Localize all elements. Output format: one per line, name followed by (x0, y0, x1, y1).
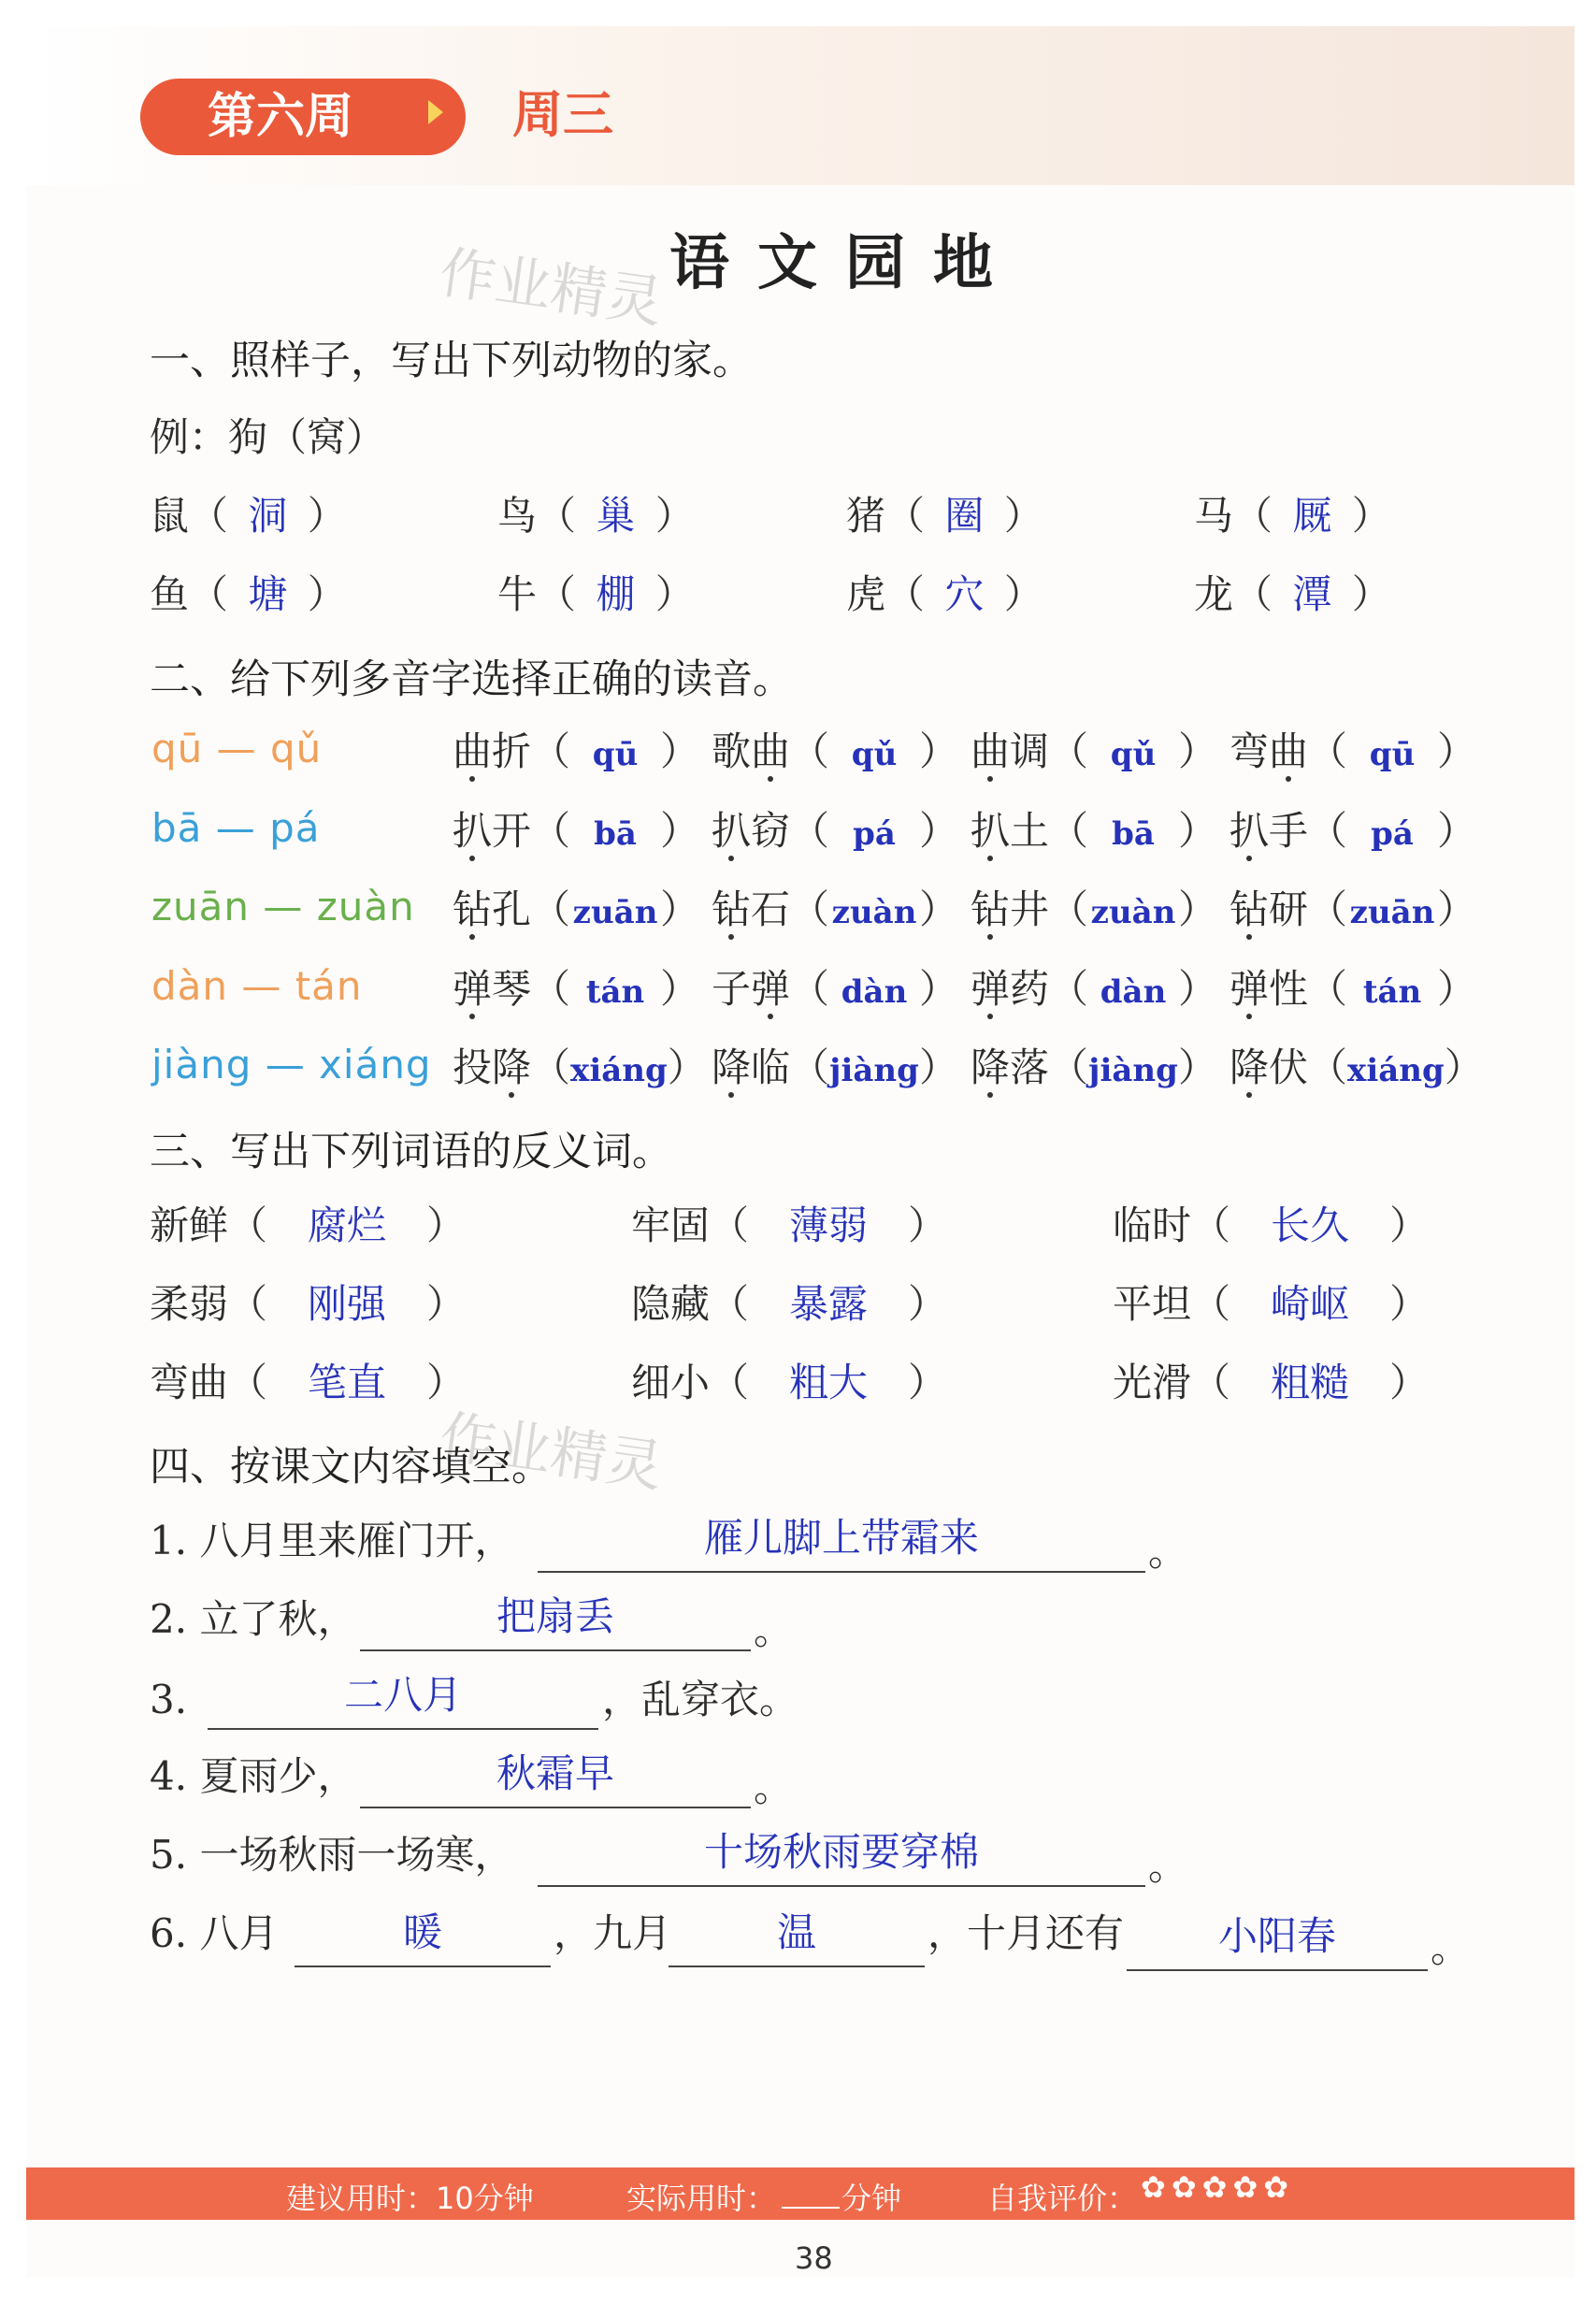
paren-close: ） (919, 966, 959, 1012)
target-char: 弹 (1229, 966, 1270, 1012)
paren-open: （ (537, 571, 589, 617)
paren-close: ） (1178, 808, 1218, 854)
pinyin-pair: jiàng — xiáng (151, 1042, 432, 1087)
animal-home-item (150, 569, 347, 621)
question-5 (150, 1829, 513, 1881)
polyphone-item (1229, 726, 1476, 781)
paren-open: （ (189, 493, 241, 539)
answer-text[interactable]: 粗大 (789, 1360, 869, 1405)
word-prefix: 投 (453, 1044, 493, 1090)
paren-close: ） (1437, 808, 1477, 854)
target-char: 曲 (751, 728, 791, 774)
paren-close: ） (1437, 886, 1477, 932)
paren-open: （ (1049, 966, 1089, 1012)
pinyin-pair: zuān — zuàn (151, 884, 415, 929)
answer-text[interactable]: 棚 (596, 571, 636, 617)
answer-text[interactable]: 厩 (1292, 493, 1332, 539)
word-prefix: 歌 (712, 728, 752, 774)
answer-text: 把扇丢 (496, 1593, 614, 1639)
paren-open: （ (1308, 1044, 1348, 1090)
polyphone-item (1229, 884, 1476, 939)
target-char: 扒 (712, 808, 752, 854)
antonym-item (1113, 1200, 1429, 1252)
paren-open: （ (531, 728, 571, 774)
answer-text[interactable]: zuān (572, 894, 658, 931)
word-suffix: 性 (1269, 966, 1309, 1012)
paren-close: ） (1178, 728, 1218, 774)
answer-text[interactable]: zuàn (1090, 894, 1176, 931)
question-text: ，十月还有 (927, 1910, 1125, 1956)
question-number: 4. (150, 1753, 188, 1799)
polyphone-item (453, 963, 699, 1018)
paren-open: （ (228, 1360, 268, 1405)
answer-text[interactable]: pá (853, 815, 896, 853)
word: 柔弱 (150, 1281, 229, 1327)
paren-open: （ (1049, 728, 1089, 774)
animal-home-item (846, 569, 1043, 621)
section1-example: 例：狗（窝） (150, 414, 386, 460)
polyphone-item (712, 963, 958, 1018)
word-suffix: 土 (1010, 808, 1050, 854)
target-char: 曲 (453, 728, 493, 774)
paren-open: （ (790, 808, 830, 854)
question-3: 3. (150, 1677, 188, 1722)
word: 隐藏 (631, 1281, 711, 1327)
answer-text: 暖 (402, 1909, 442, 1955)
self-eval-stars[interactable] (1141, 2169, 1294, 2205)
star-icon[interactable]: ✿ (1232, 2169, 1258, 2205)
pinyin-pair: qū — qǔ (151, 726, 323, 771)
question-end: ，乱穿衣。 (602, 1677, 799, 1722)
star-icon[interactable]: ✿ (1263, 2169, 1289, 2205)
paren-open: （ (228, 1202, 268, 1248)
polyphone-item (453, 1042, 707, 1097)
word-suffix: 孔 (492, 886, 532, 932)
animal-home-item (497, 490, 695, 542)
polyphone-item (971, 963, 1217, 1018)
animal-home-item (497, 569, 695, 621)
suggested-time: 建议用时：10分钟 (286, 2181, 534, 2216)
animal-name: 虎 (846, 571, 886, 617)
paren-open: （ (531, 966, 571, 1012)
paren-open: （ (1049, 808, 1089, 854)
target-char: 曲 (1269, 728, 1309, 774)
question-number: 1. (150, 1518, 188, 1563)
antonym-item (150, 1357, 466, 1409)
paren-open: （ (885, 571, 938, 617)
antonym-item (1113, 1357, 1429, 1409)
answer-text[interactable]: zuàn (831, 894, 917, 931)
page-number: 38 (795, 2240, 833, 2276)
paren-open: （ (1191, 1202, 1231, 1248)
animal-name: 猪 (846, 493, 886, 539)
paren-open: （ (1191, 1360, 1231, 1405)
paren-close: ） (919, 728, 959, 774)
paren-close: ） (908, 1202, 948, 1248)
target-char: 曲 (971, 728, 1011, 774)
paren-close: ） (991, 571, 1043, 617)
paren-close: ） (660, 886, 700, 932)
actual-time-blank[interactable] (782, 2207, 840, 2209)
star-icon[interactable]: ✿ (1201, 2169, 1228, 2205)
answer-text[interactable]: qū (592, 736, 639, 773)
answer-text[interactable]: pá (1371, 815, 1414, 853)
answer-text: 小阳春 (1217, 1913, 1336, 1959)
answer-text[interactable]: qǔ (1110, 736, 1157, 773)
answer-text[interactable]: qū (1369, 736, 1416, 773)
star-icon[interactable]: ✿ (1171, 2169, 1197, 2205)
target-char: 扒 (1229, 808, 1270, 854)
answer-text[interactable]: 崎岖 (1271, 1281, 1350, 1327)
polyphone-item (971, 726, 1217, 781)
target-char: 降 (971, 1044, 1011, 1090)
paren-close: ） (1389, 1281, 1430, 1327)
target-char: 降 (712, 1044, 752, 1090)
question-end: 。 (1148, 1843, 1188, 1889)
actual-time-label: 实际用时： (626, 2181, 777, 2216)
answer-text[interactable]: 粗糙 (1271, 1360, 1350, 1405)
word-prefix: 子 (712, 966, 752, 1012)
question-1 (150, 1515, 513, 1567)
answer-text[interactable]: 薄弱 (789, 1202, 869, 1248)
week-label: 第六周 (140, 79, 466, 155)
section4-heading: 四、按课文内容填空。 (150, 1444, 552, 1490)
animal-name: 鱼 (150, 571, 190, 617)
question-end: 。 (1148, 1529, 1188, 1575)
answer-text[interactable]: 洞 (248, 493, 288, 539)
paren-open: （ (1308, 808, 1348, 854)
answer-text[interactable]: 暴露 (789, 1281, 869, 1327)
word-suffix: 调 (1010, 728, 1050, 774)
antonym-item (631, 1357, 947, 1409)
word-suffix: 石 (751, 886, 791, 932)
paren-open: （ (710, 1360, 750, 1405)
target-char: 扒 (971, 808, 1011, 854)
day-label: 周三 (512, 85, 613, 144)
answer-text: 二八月 (343, 1672, 462, 1718)
word: 新鲜 (150, 1202, 229, 1248)
antonym-item (150, 1200, 466, 1252)
paren-open: （ (790, 728, 830, 774)
animal-name: 龙 (1194, 571, 1234, 617)
paren-close: ） (1178, 886, 1218, 932)
animal-home-item (1194, 490, 1391, 542)
paren-open: （ (189, 571, 241, 617)
answer-text[interactable]: tán (1362, 973, 1422, 1011)
word-suffix: 研 (1269, 886, 1309, 932)
word-suffix: 手 (1269, 808, 1309, 854)
question-text: 一场秋雨一场寒， (199, 1832, 514, 1878)
word-suffix: 临 (751, 1044, 791, 1090)
antonym-item (631, 1200, 947, 1252)
polyphone-item (971, 884, 1217, 939)
word: 细小 (631, 1360, 711, 1405)
target-char: 降 (1229, 1044, 1270, 1090)
answer-text[interactable]: 圈 (944, 493, 985, 539)
paren-close: ） (295, 493, 347, 539)
paren-close: ） (1339, 571, 1391, 617)
paren-open: （ (1308, 966, 1348, 1012)
target-char: 钻 (453, 886, 493, 932)
answer-text[interactable]: bā (594, 815, 637, 853)
paren-close: ） (426, 1202, 467, 1248)
polyphone-item (1229, 1042, 1484, 1097)
word-suffix: 琴 (492, 966, 532, 1012)
paren-open: （ (1049, 886, 1089, 932)
antonym-item (150, 1278, 466, 1331)
polyphone-item (453, 805, 699, 860)
animal-name: 鸟 (497, 493, 538, 539)
paren-open: （ (1308, 728, 1348, 774)
target-char: 钻 (712, 886, 752, 932)
answer-text[interactable]: 笔直 (308, 1360, 387, 1405)
polyphone-item (712, 1042, 958, 1097)
word: 弯曲 (150, 1360, 229, 1405)
question-end: 。 (1431, 1925, 1471, 1971)
answer-text[interactable]: tán (585, 973, 645, 1011)
question-end: 。 (754, 1607, 794, 1653)
word-suffix: 开 (492, 808, 532, 854)
target-char: 钻 (1229, 886, 1270, 932)
question-4 (150, 1750, 356, 1803)
answer-text[interactable]: jiàng (829, 1052, 919, 1089)
paren-close: ） (908, 1281, 948, 1327)
target-char: 弹 (971, 966, 1011, 1012)
word: 平坦 (1113, 1281, 1192, 1327)
paren-open: （ (1308, 886, 1348, 932)
polyphone-item (712, 805, 958, 860)
paren-open: （ (885, 493, 938, 539)
paren-open: （ (531, 886, 571, 932)
polyphone-item (712, 884, 958, 939)
paren-open: （ (790, 1044, 830, 1090)
paren-open: （ (531, 808, 571, 854)
footer-bar (26, 2167, 1574, 2220)
word: 牢固 (631, 1202, 711, 1248)
paren-close: ） (919, 886, 959, 932)
watermark: 作业精灵 (435, 1404, 668, 1501)
answer-text[interactable]: zuān (1349, 894, 1435, 931)
word-suffix: 伏 (1269, 1044, 1309, 1090)
polyphone-item (453, 884, 699, 939)
word: 光滑 (1113, 1360, 1192, 1405)
animal-home-item (150, 490, 347, 542)
paren-close: ） (908, 1360, 948, 1405)
polyphone-item (712, 726, 958, 781)
paren-close: ） (642, 493, 695, 539)
question-number: 6. (150, 1910, 188, 1956)
paren-close: ） (1389, 1202, 1430, 1248)
paren-close: ） (660, 966, 700, 1012)
paren-close: ） (1389, 1360, 1430, 1405)
section2-heading: 二、给下列多音字选择正确的读音。 (150, 656, 793, 703)
answer-text[interactable]: xiáng (1347, 1052, 1445, 1089)
paren-close: ） (660, 728, 700, 774)
animal-name: 牛 (497, 571, 538, 617)
target-char: 降 (492, 1044, 532, 1090)
question-end: 。 (754, 1764, 794, 1810)
answer-text[interactable]: 巢 (596, 493, 636, 539)
paren-open: （ (710, 1202, 750, 1248)
arrow-icon (428, 100, 443, 124)
actual-time-unit: 分钟 (841, 2181, 902, 2216)
animal-home-item (1194, 569, 1391, 621)
paren-open: （ (531, 1044, 571, 1090)
paren-close: ） (1444, 1044, 1484, 1090)
question-2 (150, 1593, 356, 1646)
paren-close: ） (295, 571, 347, 617)
paren-close: ） (1178, 966, 1218, 1012)
answer-text: 温 (776, 1909, 816, 1955)
polyphone-item (1229, 963, 1476, 1018)
question-number: 2. (150, 1596, 188, 1642)
paren-open: （ (228, 1281, 268, 1327)
answer-text[interactable]: 穴 (944, 571, 985, 617)
paren-close: ） (1437, 966, 1477, 1012)
paren-open: （ (790, 886, 830, 932)
word-prefix: 弯 (1229, 728, 1270, 774)
paren-open: （ (537, 493, 589, 539)
question-number: 5. (150, 1832, 188, 1878)
word-suffix: 药 (1010, 966, 1050, 1012)
page-title: 语文园地 (669, 228, 1021, 298)
word: 临时 (1113, 1202, 1192, 1248)
answer-text: 雁儿脚上带霜来 (703, 1515, 979, 1561)
answer-text[interactable]: dàn (841, 973, 908, 1011)
target-char: 钻 (971, 886, 1011, 932)
paren-open: （ (1191, 1281, 1231, 1327)
paren-close: ） (642, 571, 695, 617)
answer-text: 十场秋雨要穿棉 (703, 1829, 979, 1875)
paren-open: （ (1049, 1044, 1089, 1090)
target-char: 弹 (453, 966, 493, 1012)
paren-close: ） (667, 1044, 707, 1090)
animal-home-item (846, 490, 1043, 542)
polyphone-item (971, 1042, 1217, 1097)
antonym-item (1113, 1278, 1429, 1331)
question-6 (150, 1908, 278, 1960)
answer-text[interactable]: qǔ (851, 736, 898, 773)
answer-text[interactable]: 长久 (1271, 1202, 1350, 1248)
polyphone-item (1229, 805, 1476, 860)
paren-close: ） (1437, 728, 1477, 774)
star-icon[interactable]: ✿ (1141, 2169, 1166, 2205)
answer-text[interactable]: dàn (1100, 973, 1167, 1011)
target-char: 扒 (453, 808, 493, 854)
watermark: 作业精灵 (435, 239, 668, 337)
animal-name: 马 (1194, 493, 1234, 539)
paren-close: ） (991, 493, 1043, 539)
answer-text[interactable]: 塘 (248, 571, 288, 617)
paren-close: ） (426, 1360, 467, 1405)
question-text: 立了秋， (199, 1596, 357, 1642)
section1-heading: 一、照样子，写出下列动物的家。 (150, 338, 753, 384)
question-text: 八月 (199, 1910, 279, 1956)
paren-open: （ (790, 966, 830, 1012)
answer-text[interactable]: 刚强 (308, 1281, 387, 1327)
paren-close: ） (1339, 493, 1391, 539)
answer-text[interactable]: jiàng (1088, 1052, 1178, 1089)
antonym-item (631, 1278, 947, 1331)
pinyin-pair: dàn — tán (151, 963, 363, 1009)
paren-open: （ (710, 1281, 750, 1327)
word-suffix: 落 (1010, 1044, 1050, 1090)
answer-text[interactable]: 潭 (1292, 571, 1332, 617)
self-eval-label: 自我评价： (987, 2181, 1138, 2216)
question-text: 夏雨少， (199, 1753, 357, 1799)
paren-close: ） (1178, 1044, 1218, 1090)
paren-close: ） (660, 808, 700, 854)
paren-open: （ (1233, 493, 1286, 539)
paren-open: （ (1233, 571, 1286, 617)
polyphone-item (971, 805, 1217, 860)
word-suffix: 窃 (751, 808, 791, 854)
section3-heading: 三、写出下列词语的反义词。 (150, 1129, 672, 1175)
answer-text[interactable]: xiáng (570, 1052, 668, 1089)
answer-text[interactable]: 腐烂 (308, 1202, 387, 1248)
paren-close: ） (919, 1044, 959, 1090)
polyphone-item (453, 726, 699, 781)
word-suffix: 折 (492, 728, 532, 774)
question-text: 八月里来雁门开， (199, 1518, 514, 1563)
target-char: 弹 (751, 966, 791, 1012)
question-text: ，九月 (554, 1910, 672, 1956)
answer-text[interactable]: bā (1112, 815, 1155, 853)
paren-close: ） (426, 1281, 467, 1327)
answer-text: 秋霜早 (496, 1750, 614, 1796)
paren-close: ） (919, 808, 959, 854)
word-suffix: 井 (1010, 886, 1050, 932)
pinyin-pair: bā — pá (151, 805, 321, 851)
animal-name: 鼠 (150, 493, 190, 539)
